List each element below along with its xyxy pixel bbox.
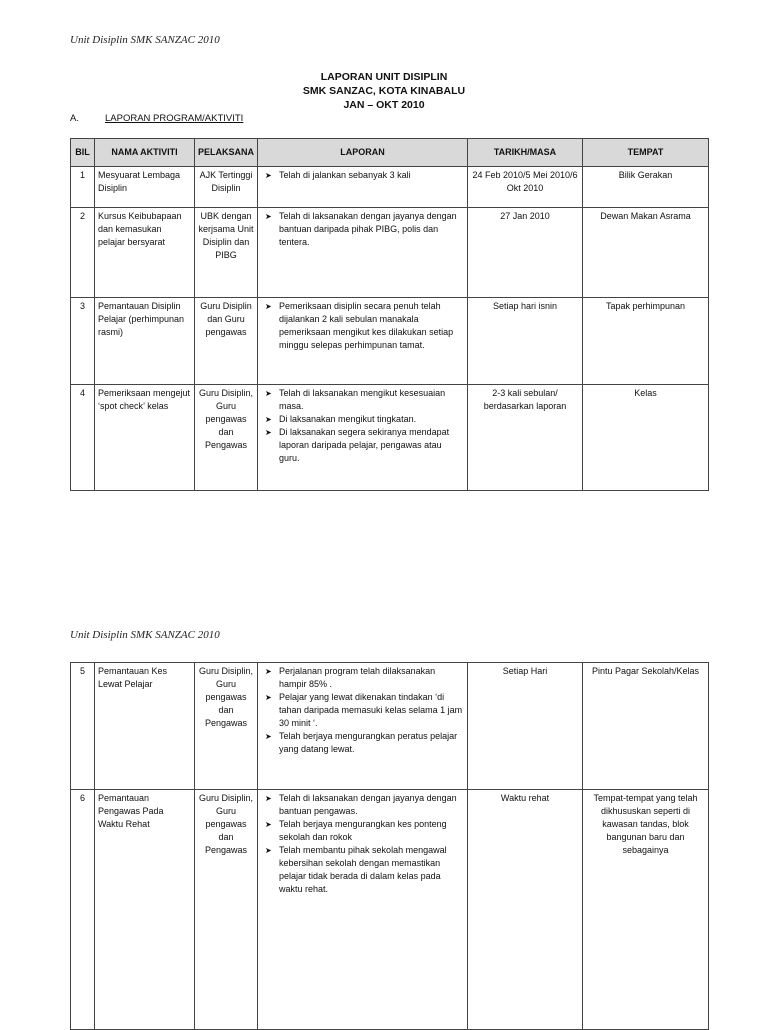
laporan-item-text: Telah membantu pihak sekolah mengawal kebersihan sekolah dengan memastikan pelajar tidak berada di dalam kelas pada waktu rehat. bbox=[279, 845, 447, 894]
title-line-2: SMK SANZAC, KOTA KINABALU bbox=[302, 85, 466, 97]
cell-nama-aktiviti: Pemantauan Kes Lewat Pelajar bbox=[95, 663, 195, 790]
col-header-nama-aktiviti: NAMA AKTIVITI bbox=[95, 139, 195, 167]
cell-nama-aktiviti: Pemantauan Pengawas Pada Waktu Rehat bbox=[95, 790, 195, 1030]
cell-tarikh-masa: 24 Feb 2010/5 Mei 2010/6 Okt 2010 bbox=[468, 167, 583, 208]
laporan-item-text: Telah di laksanakan dengan jayanya dengan bantuan pengawas. bbox=[279, 793, 457, 816]
arrow-bullet-icon: ➤ bbox=[265, 415, 272, 424]
arrow-bullet-icon: ➤ bbox=[265, 732, 272, 741]
laporan-item bbox=[261, 426, 464, 465]
cell-laporan bbox=[258, 790, 468, 1030]
laporan-item bbox=[261, 844, 464, 896]
col-header-tarikh-masa: TARIKH/MASA bbox=[468, 139, 583, 167]
cell-tarikh-masa: 27 Jan 2010 bbox=[468, 208, 583, 298]
cell-tarikh-masa: Setiap hari isnin bbox=[468, 298, 583, 385]
laporan-item-text: Pemeriksaan disiplin secara penuh telah dijalankan 2 kali sebulan manakala pemeriksaan mengikut kes dilakukan setiap minggu selepas perhimpunan tamat. bbox=[279, 301, 454, 350]
cell-tempat: Tapak perhimpunan bbox=[583, 298, 709, 385]
laporan-item-text: Telah berjaya mengurangkan peratus pelajar yang datang lewat. bbox=[279, 731, 458, 754]
arrow-bullet-icon: ➤ bbox=[265, 171, 272, 180]
cell-bil: 3 bbox=[71, 298, 95, 385]
laporan-item-text: Telah berjaya mengurangkan kes ponteng sekolah dan rokok bbox=[279, 819, 447, 842]
laporan-item-text: Perjalanan program telah dilaksanakan hampir 85% . bbox=[279, 666, 436, 689]
laporan-item bbox=[261, 169, 464, 182]
laporan-item-text: Di laksanakan mengikut tingkatan. bbox=[279, 414, 417, 424]
table-row bbox=[71, 663, 709, 790]
cell-tempat: Bilik Gerakan bbox=[583, 167, 709, 208]
arrow-bullet-icon: ➤ bbox=[265, 302, 272, 311]
table-row bbox=[71, 385, 709, 491]
col-header-pelaksana: PELAKSANA bbox=[195, 139, 258, 167]
header-note: Unit Disiplin SMK SANZAC 2010 bbox=[70, 34, 220, 46]
cell-pelaksana: AJK Tertinggi Disiplin bbox=[195, 167, 258, 208]
laporan-list bbox=[261, 792, 464, 896]
table-row bbox=[71, 298, 709, 385]
cell-tempat: Tempat-tempat yang telah dikhususkan seperti di kawasan tandas, blok bangunan baru dan sebagainya bbox=[583, 790, 709, 1030]
arrow-bullet-icon: ➤ bbox=[265, 794, 272, 803]
laporan-item-text: Telah di jalankan sebanyak 3 kali bbox=[279, 170, 411, 180]
cell-bil: 2 bbox=[71, 208, 95, 298]
cell-nama-aktiviti: Pemeriksaan mengejut ‘spot check’ kelas bbox=[95, 385, 195, 491]
cell-pelaksana: UBK dengan kerjsama Unit Disiplin dan PIBG bbox=[195, 208, 258, 298]
header-note-page2: Unit Disiplin SMK SANZAC 2010 bbox=[70, 629, 220, 641]
laporan-list bbox=[261, 169, 464, 182]
col-header-tempat: TEMPAT bbox=[583, 139, 709, 167]
laporan-item bbox=[261, 691, 464, 730]
cell-laporan bbox=[258, 208, 468, 298]
laporan-list bbox=[261, 665, 464, 756]
activity-table-page2 bbox=[70, 662, 709, 1030]
arrow-bullet-icon: ➤ bbox=[265, 693, 272, 702]
laporan-item bbox=[261, 665, 464, 691]
section-heading bbox=[70, 113, 243, 124]
cell-bil: 4 bbox=[71, 385, 95, 491]
cell-bil: 5 bbox=[71, 663, 95, 790]
section-letter: A. bbox=[70, 113, 79, 124]
cell-nama-aktiviti: Mesyuarat Lembaga Disiplin bbox=[95, 167, 195, 208]
col-header-laporan: LAPORAN bbox=[258, 139, 468, 167]
laporan-item-text: Pelajar yang lewat dikenakan tindakan ‘di tahan daripada memasuki kelas selama 1 jam 30 minit ‘. bbox=[279, 692, 463, 728]
cell-pelaksana: Guru Disiplin, Guru pengawas dan Pengawas bbox=[195, 790, 258, 1030]
cell-tarikh-masa: 2-3 kali sebulan/ berdasarkan laporan bbox=[468, 385, 583, 491]
section-title: LAPORAN PROGRAM/AKTIVITI bbox=[105, 113, 244, 124]
cell-laporan bbox=[258, 663, 468, 790]
cell-tempat: Dewan Makan Asrama bbox=[583, 208, 709, 298]
cell-tempat: Kelas bbox=[583, 385, 709, 491]
table-row bbox=[71, 790, 709, 1030]
cell-pelaksana: Guru Disiplin, Guru pengawas dan Pengawas bbox=[195, 385, 258, 491]
table-row bbox=[71, 167, 709, 208]
laporan-item bbox=[261, 413, 464, 426]
arrow-bullet-icon: ➤ bbox=[265, 428, 272, 437]
laporan-item-text: Telah di laksanakan mengikut kesesuaian masa. bbox=[279, 388, 446, 411]
arrow-bullet-icon: ➤ bbox=[265, 846, 272, 855]
cell-bil: 1 bbox=[71, 167, 95, 208]
cell-tempat: Pintu Pagar Sekolah/Kelas bbox=[583, 663, 709, 790]
col-header-bil: BIL bbox=[71, 139, 95, 167]
laporan-item bbox=[261, 210, 464, 249]
laporan-list bbox=[261, 210, 464, 249]
cell-laporan bbox=[258, 385, 468, 491]
laporan-item bbox=[261, 818, 464, 844]
arrow-bullet-icon: ➤ bbox=[265, 820, 272, 829]
table-header-row bbox=[71, 139, 709, 167]
laporan-item bbox=[261, 300, 464, 352]
arrow-bullet-icon: ➤ bbox=[265, 667, 272, 676]
title-line-1: LAPORAN UNIT DISIPLIN bbox=[320, 71, 448, 83]
cell-tarikh-masa: Setiap Hari bbox=[468, 663, 583, 790]
laporan-list bbox=[261, 300, 464, 352]
arrow-bullet-icon: ➤ bbox=[265, 389, 272, 398]
table-row bbox=[71, 208, 709, 298]
laporan-item-text: Di laksanakan segera sekiranya mendapat laporan daripada pelajar, pengawas atau guru. bbox=[279, 427, 450, 463]
report-title bbox=[0, 70, 768, 112]
laporan-item bbox=[261, 730, 464, 756]
laporan-list bbox=[261, 387, 464, 465]
activity-table-page1 bbox=[70, 138, 709, 491]
arrow-bullet-icon: ➤ bbox=[265, 212, 272, 221]
cell-bil: 6 bbox=[71, 790, 95, 1030]
laporan-item bbox=[261, 792, 464, 818]
cell-nama-aktiviti: Kursus Keibubapaan dan kemasukan pelajar bersyarat bbox=[95, 208, 195, 298]
title-line-3: JAN – OKT 2010 bbox=[343, 99, 425, 111]
laporan-item-text: Telah di laksanakan dengan jayanya dengan bantuan daripada pihak PIBG, polis dan tentera. bbox=[279, 211, 457, 247]
cell-nama-aktiviti: Pemantauan Disiplin Pelajar (perhimpunan rasmi) bbox=[95, 298, 195, 385]
cell-pelaksana: Guru Disiplin dan Guru pengawas bbox=[195, 298, 258, 385]
cell-tarikh-masa: Waktu rehat bbox=[468, 790, 583, 1030]
cell-pelaksana: Guru Disiplin, Guru pengawas dan Pengawas bbox=[195, 663, 258, 790]
laporan-item bbox=[261, 387, 464, 413]
cell-laporan bbox=[258, 298, 468, 385]
cell-laporan bbox=[258, 167, 468, 208]
